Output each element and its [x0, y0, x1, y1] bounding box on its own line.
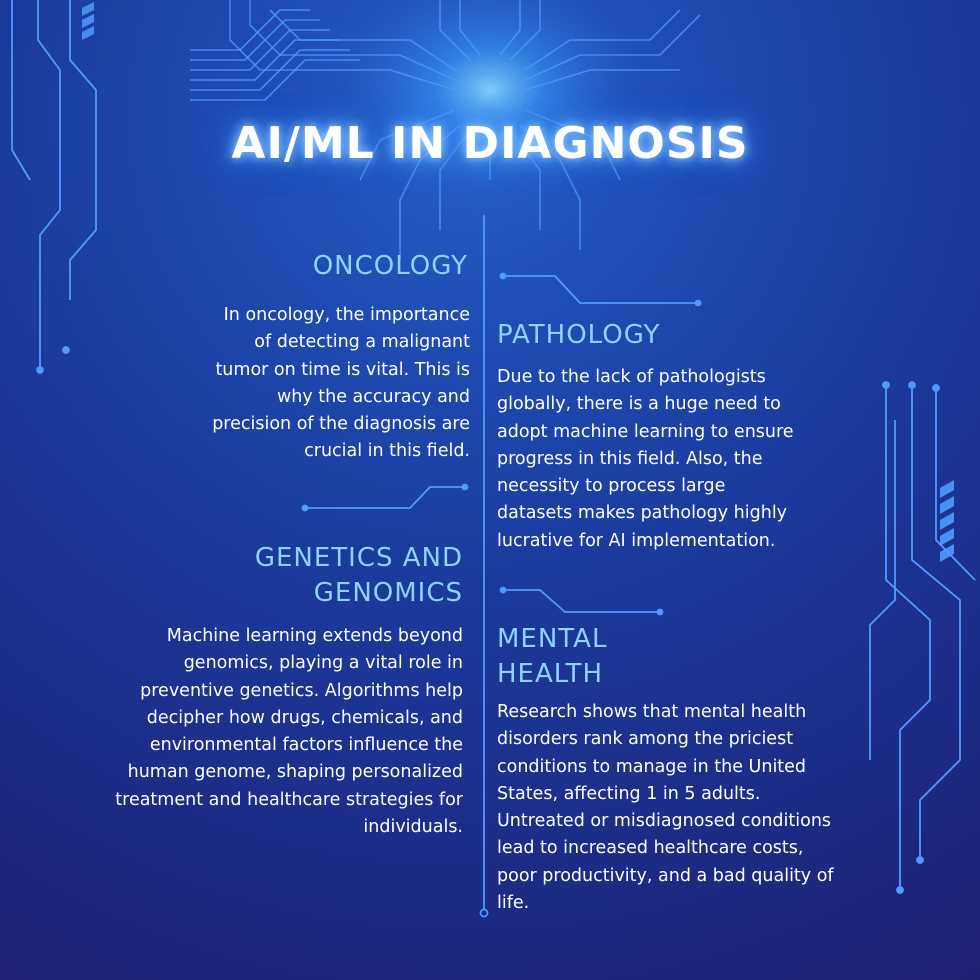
page-title: AI/ML IN DIAGNOSIS	[231, 118, 749, 169]
body-line: of detecting a malignant	[254, 332, 470, 353]
mental-health-heading	[497, 622, 797, 692]
body-line: precision of the diagnosis are	[212, 414, 470, 435]
body-line: In oncology, the importance	[223, 305, 470, 325]
body-line: progress in this field. Also, the	[497, 448, 763, 469]
pathology-heading	[497, 318, 797, 353]
pathology-body	[497, 364, 877, 555]
heading-line: HEALTH	[497, 659, 604, 689]
right-edge-stripes	[940, 480, 954, 562]
heading-line: PATHOLOGY	[497, 320, 661, 350]
body-line: tumor on time is vital. This is	[215, 359, 470, 380]
body-line: crucial in this field.	[304, 441, 470, 462]
oncology-body	[150, 302, 470, 466]
body-line: human genome, shaping personalized	[127, 762, 463, 783]
body-line: Research shows that mental health	[497, 702, 807, 722]
body-line: individuals.	[363, 817, 463, 838]
body-line: genomics, playing a vital role in	[183, 653, 463, 674]
left-edge-stripes	[82, 2, 94, 40]
chip-glow	[320, 0, 660, 220]
body-line: globally, there is a huge need to	[497, 394, 781, 415]
body-line: necessity to process large	[497, 476, 726, 497]
heading-line: MENTAL	[497, 624, 608, 654]
body-line: why the accuracy and	[276, 386, 470, 407]
genetics-heading	[160, 541, 463, 611]
body-line: preventive genetics. Algorithms help	[140, 680, 463, 701]
body-line: treatment and healthcare strategies for	[115, 789, 463, 810]
heading-line: GENOMICS	[313, 578, 463, 608]
body-line: Machine learning extends beyond	[166, 626, 463, 646]
oncology-heading	[200, 249, 468, 284]
genetics-body	[60, 623, 463, 841]
mental-health-body	[497, 699, 897, 917]
body-line: disorders rank among the priciest	[497, 729, 794, 750]
body-line: life.	[497, 893, 530, 914]
body-line: decipher how drugs, chemicals, and	[146, 707, 463, 728]
body-line: adopt machine learning to ensure	[497, 421, 794, 442]
heading-line: GENETICS AND	[254, 543, 463, 573]
body-line: Untreated or misdiagnosed conditions	[497, 811, 832, 832]
body-line: lucrative for AI implementation.	[497, 530, 776, 551]
body-line: conditions to manage in the United	[497, 756, 807, 777]
body-line: environmental factors influence the	[149, 735, 463, 756]
body-line: datasets makes pathology highly	[497, 503, 788, 524]
left-edge-traces	[12, 0, 96, 373]
body-line: Due to the lack of pathologists	[497, 367, 766, 387]
body-line: lead to increased healthcare costs,	[497, 838, 804, 859]
body-line: States, affecting 1 in 5 adults.	[497, 783, 761, 804]
body-line: poor productivity, and a bad quality of	[497, 865, 834, 886]
heading-line: ONCOLOGY	[312, 251, 468, 281]
